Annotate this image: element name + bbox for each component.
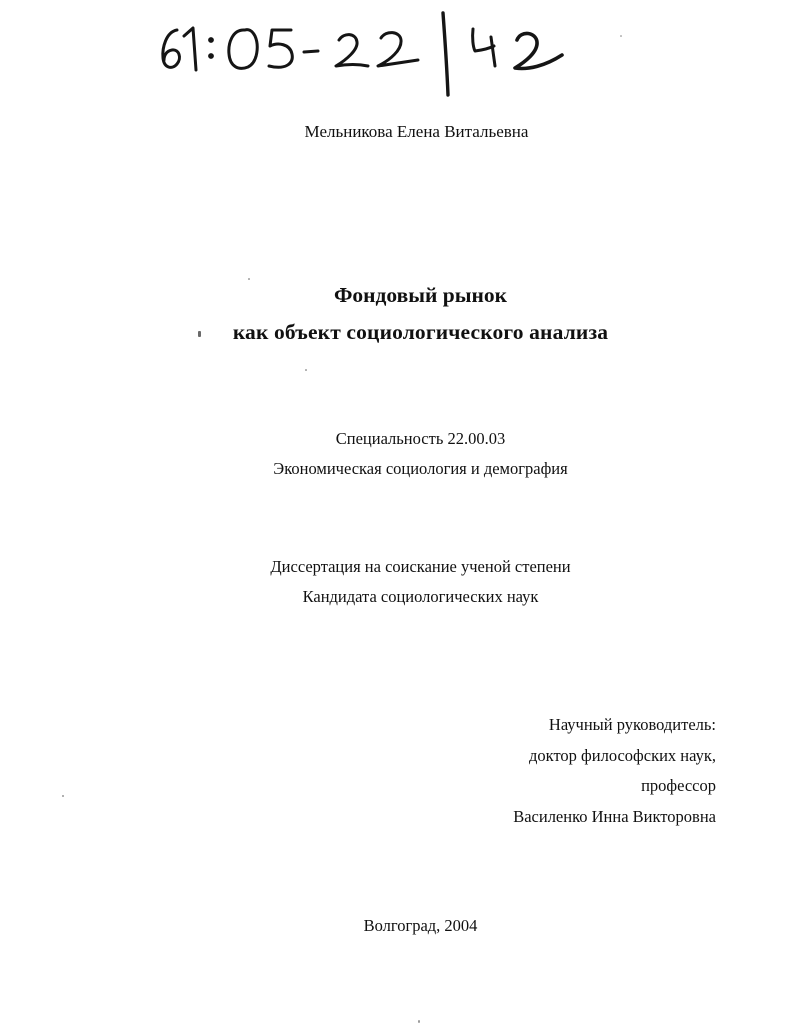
scan-speck [620, 35, 622, 37]
place-and-year: Волгоград, 2004 [363, 916, 478, 935]
handwritten-catalog-number [0, 0, 795, 110]
scan-speck [248, 278, 250, 280]
dissertation-title-line-1: Фондовый рынок [333, 283, 508, 307]
scan-speck [418, 1020, 420, 1023]
scan-speck [305, 369, 307, 371]
supervisor-rank: профессор [641, 776, 716, 795]
supervisor-name: Василенко Инна Викторовна [513, 806, 716, 826]
supervisor-degree: доктор философских наук, [529, 745, 716, 765]
specialty-name: Экономическая социология и демография [273, 459, 568, 478]
scan-speck [62, 795, 64, 797]
degree-statement: Диссертация на соискание ученой степени [270, 557, 571, 576]
degree-name: Кандидата социологических наук [302, 587, 539, 606]
specialty-code: Специальность 22.00.03 [335, 429, 506, 448]
author-name: Мельникова Елена Витальевна [304, 122, 529, 141]
supervisor-block [513, 710, 716, 832]
handwriting-strokes [0, 0, 795, 110]
scan-speck [198, 331, 201, 337]
dissertation-title-line-2: как объект социологического анализа [232, 320, 609, 344]
supervisor-label: Научный руководитель: [548, 715, 716, 734]
